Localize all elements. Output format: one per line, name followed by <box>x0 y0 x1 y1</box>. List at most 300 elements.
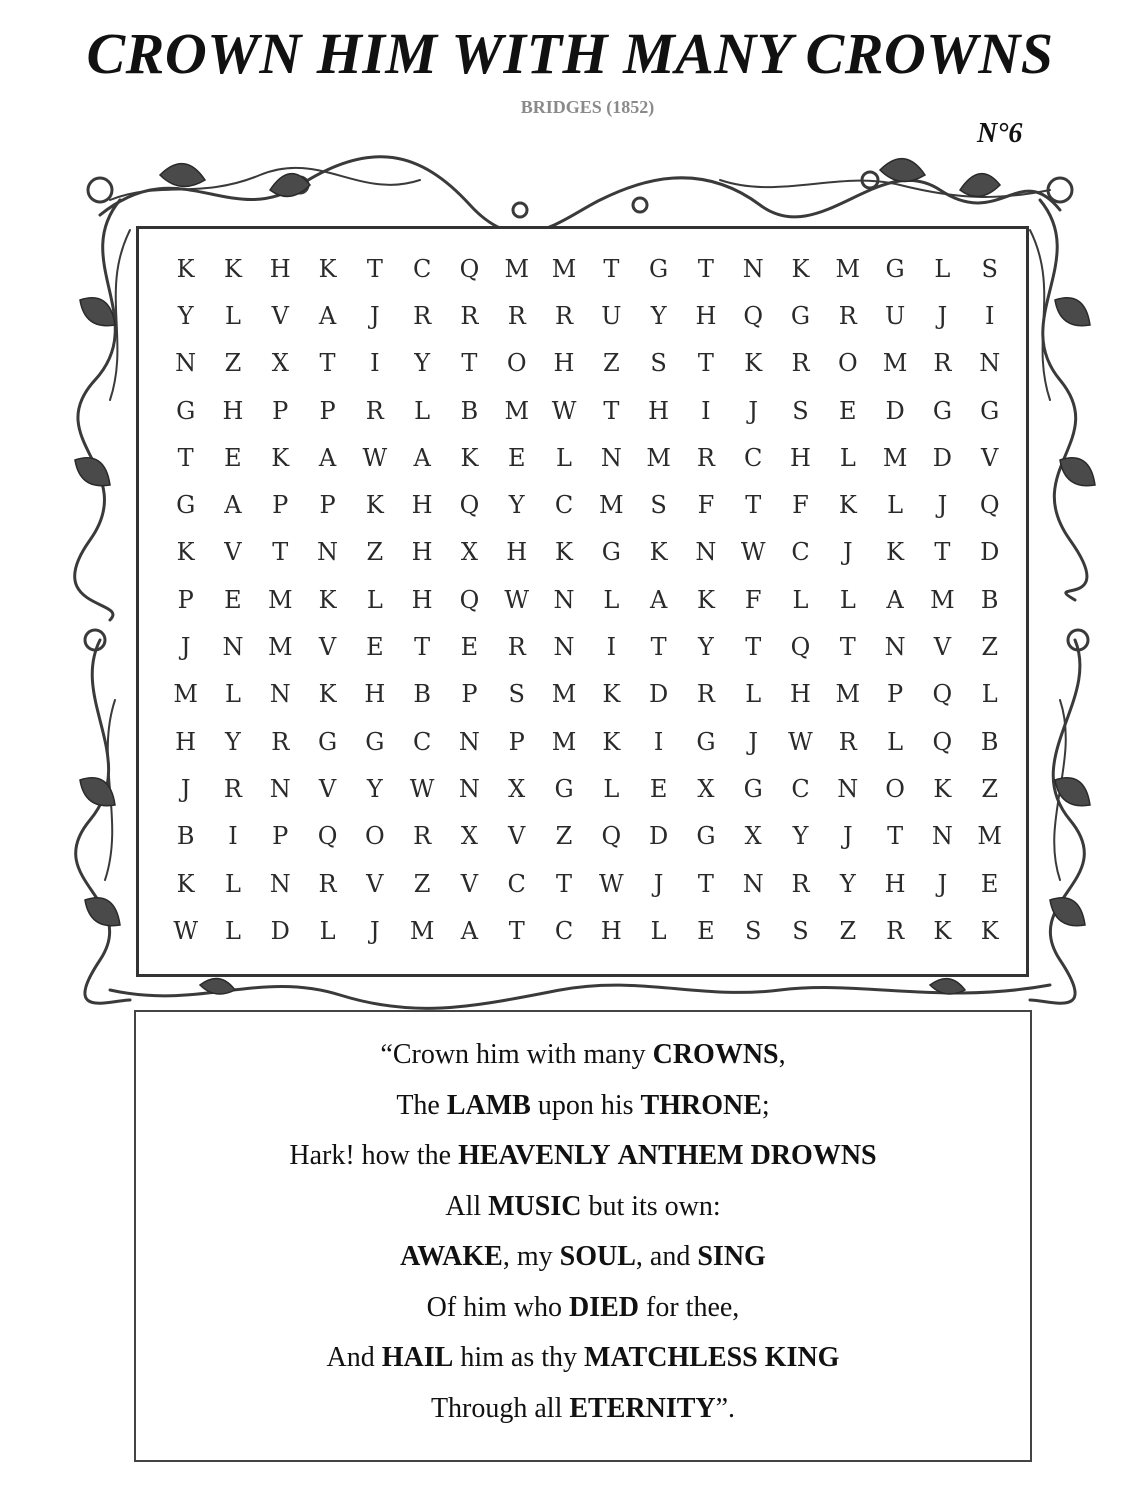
verse-text <box>744 1140 751 1171</box>
grid-letter[interactable]: N <box>884 633 906 662</box>
grid-letter[interactable]: P <box>272 822 289 851</box>
verse-line <box>134 1182 1032 1233</box>
grid-letter[interactable]: L <box>981 680 998 709</box>
grid-letter[interactable]: K <box>744 349 763 378</box>
grid-letter[interactable]: Y <box>414 349 431 378</box>
grid-letter[interactable]: R <box>365 396 384 425</box>
grid-letter[interactable]: Y <box>839 869 856 898</box>
grid-letter[interactable]: I <box>606 633 617 662</box>
keyword: MATCHLESS <box>584 1342 758 1373</box>
grid-letter[interactable]: N <box>553 585 575 614</box>
grid-letter[interactable]: L <box>366 585 383 614</box>
keyword: LAMB <box>446 1089 531 1121</box>
grid-letter[interactable]: A <box>649 585 668 614</box>
grid-letter[interactable]: M <box>173 680 198 709</box>
grid-letter[interactable]: R <box>696 443 715 472</box>
grid-letter[interactable]: V <box>460 869 479 898</box>
grid-letter[interactable]: R <box>413 301 432 330</box>
verse-text: , my <box>502 1241 560 1272</box>
grid-letter[interactable]: H <box>411 538 433 567</box>
grid-letter[interactable]: D <box>648 680 669 709</box>
grid-letter[interactable]: G <box>649 254 669 283</box>
grid-letter[interactable]: L <box>887 491 904 520</box>
grid-letter[interactable]: N <box>458 774 480 803</box>
grid-letter[interactable]: P <box>177 585 194 614</box>
grid-letter[interactable]: J <box>937 491 948 520</box>
verse-line <box>134 1030 1032 1081</box>
keyword: AWAKE <box>400 1241 503 1272</box>
grid-letter[interactable]: Y <box>177 301 194 330</box>
grid-letter[interactable]: V <box>366 869 384 898</box>
grid-letter[interactable]: K <box>460 443 479 472</box>
grid-letter[interactable]: M <box>599 491 624 520</box>
grid-letter[interactable]: J <box>842 822 853 851</box>
grid-letter[interactable]: M <box>504 254 530 283</box>
grid-letter[interactable]: C <box>554 916 574 945</box>
grid-letter[interactable]: E <box>366 633 384 662</box>
grid-letter[interactable]: R <box>554 301 574 330</box>
grid-letter[interactable]: K <box>602 727 621 756</box>
grid-letter[interactable]: L <box>887 727 904 756</box>
verse-text: And <box>326 1342 382 1373</box>
grid-letter[interactable]: H <box>222 396 244 425</box>
keyword: ANTHEM <box>617 1140 744 1171</box>
grid-letter[interactable]: Q <box>601 822 622 851</box>
grid-letter[interactable]: H <box>790 680 811 709</box>
grid-letter[interactable]: D <box>932 443 953 472</box>
grid-letter[interactable]: I <box>984 301 995 330</box>
grid-letter[interactable]: C <box>412 254 432 283</box>
grid-letter[interactable]: J <box>842 538 853 567</box>
keyword: DROWNS <box>750 1140 877 1171</box>
grid-letter[interactable]: N <box>979 349 1001 378</box>
grid-letter[interactable]: K <box>555 538 573 567</box>
grid-letter[interactable]: H <box>269 254 291 283</box>
grid-letter[interactable]: E <box>224 585 242 614</box>
grid-letter[interactable]: S <box>792 916 809 945</box>
grid-letter[interactable]: K <box>318 680 337 709</box>
grid-letter[interactable]: G <box>932 396 952 425</box>
grid-letter[interactable]: K <box>791 254 810 283</box>
verse-text: , and <box>635 1241 698 1272</box>
grid-letter[interactable]: V <box>933 633 952 662</box>
grid-letter[interactable]: T <box>697 349 714 378</box>
grid-letter[interactable]: H <box>411 585 433 614</box>
word-search-grid <box>162 245 1013 954</box>
grid-letter[interactable]: M <box>504 396 530 425</box>
grid-letter[interactable]: I <box>370 349 380 378</box>
grid-letter[interactable]: Q <box>459 254 480 283</box>
grid-letter[interactable]: E <box>839 396 857 425</box>
grid-letter[interactable]: K <box>223 254 242 283</box>
grid-letter[interactable]: P <box>319 491 336 520</box>
grid-letter[interactable]: O <box>364 822 385 851</box>
grid-letter[interactable]: T <box>697 254 714 283</box>
grid-letter[interactable]: L <box>839 443 856 472</box>
grid-letter[interactable]: R <box>318 869 337 898</box>
grid-letter[interactable]: Z <box>413 869 431 898</box>
verse-line <box>134 1232 1032 1283</box>
grid-letter[interactable]: S <box>981 254 998 283</box>
grid-letter[interactable]: K <box>271 443 290 472</box>
grid-letter[interactable]: L <box>934 254 951 283</box>
grid-letter[interactable]: A <box>460 916 479 945</box>
grid-letter[interactable]: G <box>317 727 338 756</box>
grid-letter[interactable]: W <box>362 443 388 472</box>
grid-letter[interactable]: W <box>409 774 435 803</box>
keyword: CROWNS <box>652 1039 779 1070</box>
grid-letter[interactable]: J <box>748 396 759 425</box>
grid-letter[interactable]: T <box>603 396 620 425</box>
grid-letter[interactable]: M <box>835 254 861 283</box>
grid-letter[interactable]: J <box>937 301 948 330</box>
grid-letter[interactable]: N <box>269 869 291 898</box>
grid-letter[interactable]: G <box>365 727 385 756</box>
grid-letter[interactable]: E <box>507 443 526 472</box>
grid-letter[interactable]: R <box>507 301 526 330</box>
grid-letter[interactable]: D <box>648 822 669 851</box>
grid-letter[interactable]: N <box>222 633 244 662</box>
grid-letter[interactable]: S <box>508 680 525 709</box>
grid-letter[interactable]: L <box>224 301 241 330</box>
grid-letter[interactable]: T <box>414 633 431 662</box>
grid-letter[interactable]: C <box>507 869 526 898</box>
grid-letter[interactable]: K <box>318 585 337 614</box>
grid-letter[interactable]: O <box>885 774 905 803</box>
grid-letter[interactable]: F <box>744 585 762 614</box>
grid-letter[interactable]: M <box>835 680 861 709</box>
grid-letter[interactable]: P <box>319 396 336 425</box>
grid-letter[interactable]: W <box>504 585 530 614</box>
grid-letter[interactable]: T <box>508 916 525 945</box>
grid-letter[interactable]: Q <box>932 727 953 756</box>
grid-letter[interactable]: Y <box>650 301 667 330</box>
verse-line <box>134 1283 1032 1334</box>
grid-letter[interactable]: H <box>175 727 197 756</box>
grid-letter[interactable]: R <box>838 727 857 756</box>
grid-letter[interactable]: J <box>653 869 664 898</box>
grid-letter[interactable]: Q <box>459 491 480 520</box>
grid-letter[interactable]: D <box>885 396 905 425</box>
verse-text <box>758 1342 765 1373</box>
grid-letter[interactable]: K <box>886 538 905 567</box>
grid-letter[interactable]: W <box>740 538 766 567</box>
grid-letter[interactable]: V <box>318 633 337 662</box>
grid-letter[interactable]: M <box>646 443 671 472</box>
grid-letter[interactable]: R <box>413 822 432 851</box>
grid-letter[interactable]: V <box>318 774 337 803</box>
grid-letter[interactable]: G <box>743 774 763 803</box>
grid-letter[interactable]: M <box>409 916 435 945</box>
grid-letter[interactable]: T <box>556 869 573 898</box>
grid-letter[interactable]: H <box>884 869 906 898</box>
grid-letter[interactable]: A <box>318 301 337 330</box>
grid-letter[interactable]: L <box>650 916 667 945</box>
grid-letter[interactable]: K <box>980 916 999 945</box>
grid-letter[interactable]: M <box>977 822 1002 851</box>
grid-letter[interactable]: N <box>269 774 291 803</box>
verse-line <box>134 1384 1032 1435</box>
grid-letter[interactable]: X <box>460 538 478 567</box>
grid-letter[interactable]: D <box>980 538 1000 567</box>
grid-letter[interactable]: K <box>365 491 384 520</box>
grid-letter[interactable]: G <box>601 538 621 567</box>
grid-letter[interactable]: R <box>460 301 479 330</box>
grid-letter[interactable]: R <box>838 301 857 330</box>
grid-letter[interactable]: F <box>697 491 715 520</box>
grid-letter[interactable]: L <box>603 774 620 803</box>
grid-letter[interactable]: D <box>270 916 290 945</box>
grid-letter[interactable]: L <box>556 443 572 472</box>
grid-letter[interactable]: S <box>650 349 667 378</box>
grid-letter[interactable]: H <box>695 301 717 330</box>
grid-letter[interactable]: H <box>364 680 386 709</box>
puzzle-number: N°6 <box>977 118 1023 149</box>
grid-letter[interactable]: G <box>176 491 196 520</box>
grid-letter[interactable]: T <box>366 254 383 283</box>
grid-letter[interactable]: T <box>177 443 194 472</box>
grid-letter[interactable]: J <box>180 633 191 662</box>
grid-letter[interactable]: K <box>176 869 195 898</box>
grid-letter[interactable]: Y <box>508 491 525 520</box>
grid-letter[interactable]: U <box>601 301 622 330</box>
grid-letter[interactable]: K <box>933 916 952 945</box>
grid-letter[interactable]: R <box>507 633 526 662</box>
grid-letter[interactable]: G <box>980 396 1000 425</box>
grid-letter[interactable]: L <box>414 396 431 425</box>
grid-letter[interactable]: J <box>937 869 948 898</box>
grid-letter[interactable]: Z <box>981 774 999 803</box>
grid-letter[interactable]: Z <box>839 916 857 945</box>
grid-letter[interactable]: N <box>269 680 291 709</box>
grid-letter[interactable]: Q <box>459 585 480 614</box>
grid-letter[interactable]: P <box>887 680 904 709</box>
grid-letter[interactable]: M <box>267 585 293 614</box>
grid-letter[interactable]: F <box>792 491 809 520</box>
grid-letter[interactable]: H <box>411 491 433 520</box>
grid-letter[interactable]: S <box>792 396 809 425</box>
grid-letter[interactable]: R <box>696 680 715 709</box>
verse-text: All <box>445 1190 489 1222</box>
grid-letter[interactable]: X <box>460 822 478 851</box>
grid-letter[interactable]: Y <box>366 774 383 803</box>
grid-letter[interactable]: N <box>742 254 764 283</box>
grid-letter[interactable]: R <box>271 727 290 756</box>
grid-letter[interactable]: C <box>554 491 574 520</box>
grid-letter[interactable]: K <box>602 680 621 709</box>
grid-letter[interactable]: T <box>745 491 762 520</box>
grid-letter[interactable]: E <box>460 633 479 662</box>
grid-letter[interactable]: L <box>839 585 856 614</box>
grid-letter[interactable]: E <box>980 869 999 898</box>
grid-letter[interactable]: T <box>603 254 620 283</box>
grid-letter[interactable]: N <box>553 633 575 662</box>
grid-letter[interactable]: M <box>882 349 908 378</box>
grid-letter[interactable]: W <box>598 869 624 898</box>
grid-letter[interactable]: M <box>882 443 908 472</box>
grid-letter[interactable]: B <box>980 585 999 614</box>
grid-letter[interactable]: Y <box>792 822 809 851</box>
grid-letter[interactable]: T <box>272 538 289 567</box>
grid-letter[interactable]: Z <box>981 633 999 662</box>
grid-letter[interactable]: K <box>176 254 195 283</box>
grid-letter[interactable]: N <box>931 822 953 851</box>
grid-letter[interactable]: L <box>319 916 336 945</box>
grid-letter[interactable]: L <box>792 585 809 614</box>
grid-letter[interactable]: J <box>370 916 380 945</box>
grid-letter[interactable]: I <box>653 727 664 756</box>
page-title: CROWN HIM WITH MANY CROWNS <box>86 21 1054 86</box>
grid-letter[interactable]: O <box>837 349 858 378</box>
grid-letter[interactable]: H <box>600 916 622 945</box>
grid-letter[interactable]: T <box>745 633 762 662</box>
grid-letter[interactable]: L <box>603 585 620 614</box>
grid-letter[interactable]: G <box>790 301 811 330</box>
grid-letter[interactable]: B <box>413 680 431 709</box>
grid-letter[interactable]: R <box>791 349 810 378</box>
grid-letter[interactable]: T <box>319 349 336 378</box>
grid-letter[interactable]: B <box>176 822 195 851</box>
grid-letter[interactable]: W <box>173 916 198 945</box>
grid-letter[interactable]: H <box>790 443 811 472</box>
grid-letter[interactable]: L <box>224 869 241 898</box>
grid-letter[interactable]: J <box>180 774 191 803</box>
grid-letter[interactable]: P <box>272 396 289 425</box>
grid-letter[interactable]: Q <box>317 822 338 851</box>
grid-letter[interactable]: P <box>272 491 289 520</box>
grid-letter[interactable]: E <box>697 916 715 945</box>
verse-line <box>134 1333 1032 1384</box>
grid-letter[interactable]: K <box>649 538 668 567</box>
grid-letter[interactable]: X <box>697 774 715 803</box>
grid-letter[interactable]: L <box>224 916 241 945</box>
grid-letter[interactable]: C <box>744 443 763 472</box>
grid-letter[interactable]: X <box>271 349 289 378</box>
grid-letter[interactable]: Z <box>602 349 620 378</box>
grid-letter[interactable]: N <box>837 774 859 803</box>
grid-letter[interactable]: S <box>744 916 762 945</box>
grid-letter[interactable]: Z <box>366 538 384 567</box>
grid-letter[interactable]: K <box>838 491 857 520</box>
grid-letter[interactable]: Q <box>932 680 953 709</box>
grid-letter[interactable]: L <box>745 680 762 709</box>
verse-text: Hark! how the <box>289 1140 459 1171</box>
grid-letter[interactable]: J <box>370 301 380 330</box>
grid-letter[interactable]: K <box>696 585 715 614</box>
grid-letter[interactable]: L <box>224 680 241 709</box>
grid-letter[interactable]: Q <box>979 491 1000 520</box>
grid-letter[interactable]: G <box>554 774 574 803</box>
grid-letter[interactable]: N <box>600 443 622 472</box>
grid-letter[interactable]: T <box>934 538 951 567</box>
grid-letter[interactable]: I <box>701 396 711 425</box>
grid-letter[interactable]: K <box>176 538 195 567</box>
keyword: ETERNITY <box>569 1392 716 1424</box>
grid-letter[interactable]: M <box>551 254 577 283</box>
grid-letter[interactable]: R <box>933 349 952 378</box>
grid-letter[interactable]: N <box>458 727 480 756</box>
grid-letter[interactable]: V <box>981 443 999 472</box>
grid-letter[interactable]: H <box>648 396 670 425</box>
grid-letter[interactable]: N <box>317 538 339 567</box>
grid-letter[interactable]: N <box>695 538 717 567</box>
keyword: KING <box>764 1342 840 1373</box>
grid-letter[interactable]: O <box>506 349 527 378</box>
grid-letter[interactable]: U <box>884 301 906 330</box>
grid-letter[interactable]: V <box>224 538 242 567</box>
grid-letter[interactable]: A <box>318 443 337 472</box>
grid-letter[interactable]: M <box>930 585 955 614</box>
grid-letter[interactable]: M <box>267 633 293 662</box>
grid-letter[interactable]: T <box>887 822 904 851</box>
grid-letter[interactable]: G <box>696 727 716 756</box>
grid-letter[interactable]: E <box>224 443 242 472</box>
hymn-attribution: BRIDGES (1852) <box>520 97 655 117</box>
grid-letter[interactable]: C <box>412 727 432 756</box>
keyword: MUSIC <box>488 1190 582 1222</box>
grid-letter[interactable]: V <box>508 822 526 851</box>
grid-letter[interactable]: N <box>742 869 764 898</box>
grid-letter[interactable]: A <box>224 491 242 520</box>
verse-text: for thee, <box>639 1291 740 1323</box>
grid-letter[interactable]: Y <box>225 727 241 756</box>
grid-letter[interactable]: V <box>271 301 289 330</box>
grid-letter[interactable]: B <box>980 727 999 756</box>
grid-letter[interactable]: W <box>788 727 813 756</box>
grid-letter[interactable]: E <box>649 774 668 803</box>
grid-letter[interactable]: P <box>508 727 525 756</box>
grid-letter[interactable]: K <box>318 254 337 283</box>
grid-letter[interactable]: C <box>791 538 810 567</box>
grid-letter[interactable]: Z <box>224 349 242 378</box>
grid-letter[interactable]: R <box>791 869 810 898</box>
grid-letter[interactable]: M <box>551 727 577 756</box>
grid-letter[interactable]: G <box>885 254 905 283</box>
grid-letter[interactable]: T <box>461 349 478 378</box>
grid-letter[interactable]: T <box>697 869 714 898</box>
grid-letter[interactable]: R <box>223 774 242 803</box>
grid-letter[interactable]: H <box>506 538 528 567</box>
grid-letter[interactable]: R <box>886 916 905 945</box>
grid-letter[interactable]: K <box>933 774 952 803</box>
grid-letter[interactable]: A <box>886 585 904 614</box>
grid-letter[interactable]: I <box>228 822 238 851</box>
grid-letter[interactable]: G <box>176 396 196 425</box>
grid-letter[interactable]: N <box>175 349 197 378</box>
grid-letter[interactable]: T <box>650 633 667 662</box>
grid-letter[interactable]: A <box>413 443 431 472</box>
verse-text: ; <box>761 1089 770 1121</box>
grid-letter[interactable]: B <box>460 396 479 425</box>
grid-letter[interactable]: T <box>839 633 856 662</box>
verse-text: ”. <box>715 1392 736 1424</box>
verse-text: Of him who <box>426 1291 569 1323</box>
grid-letter[interactable]: G <box>696 822 716 851</box>
grid-letter[interactable]: Q <box>743 301 764 330</box>
grid-letter[interactable]: H <box>553 349 575 378</box>
grid-letter[interactable]: Q <box>790 633 811 662</box>
grid-letter[interactable]: Z <box>555 822 573 851</box>
grid-letter[interactable]: Y <box>697 633 714 662</box>
grid-letter[interactable]: J <box>748 727 759 756</box>
grid-letter[interactable]: M <box>551 680 577 709</box>
grid-letter[interactable]: P <box>461 680 478 709</box>
grid-letter[interactable]: W <box>551 396 577 425</box>
grid-letter[interactable]: S <box>650 491 667 520</box>
grid-letter[interactable]: X <box>508 774 526 803</box>
grid-letter[interactable]: C <box>791 774 810 803</box>
grid-letter[interactable]: X <box>744 822 762 851</box>
